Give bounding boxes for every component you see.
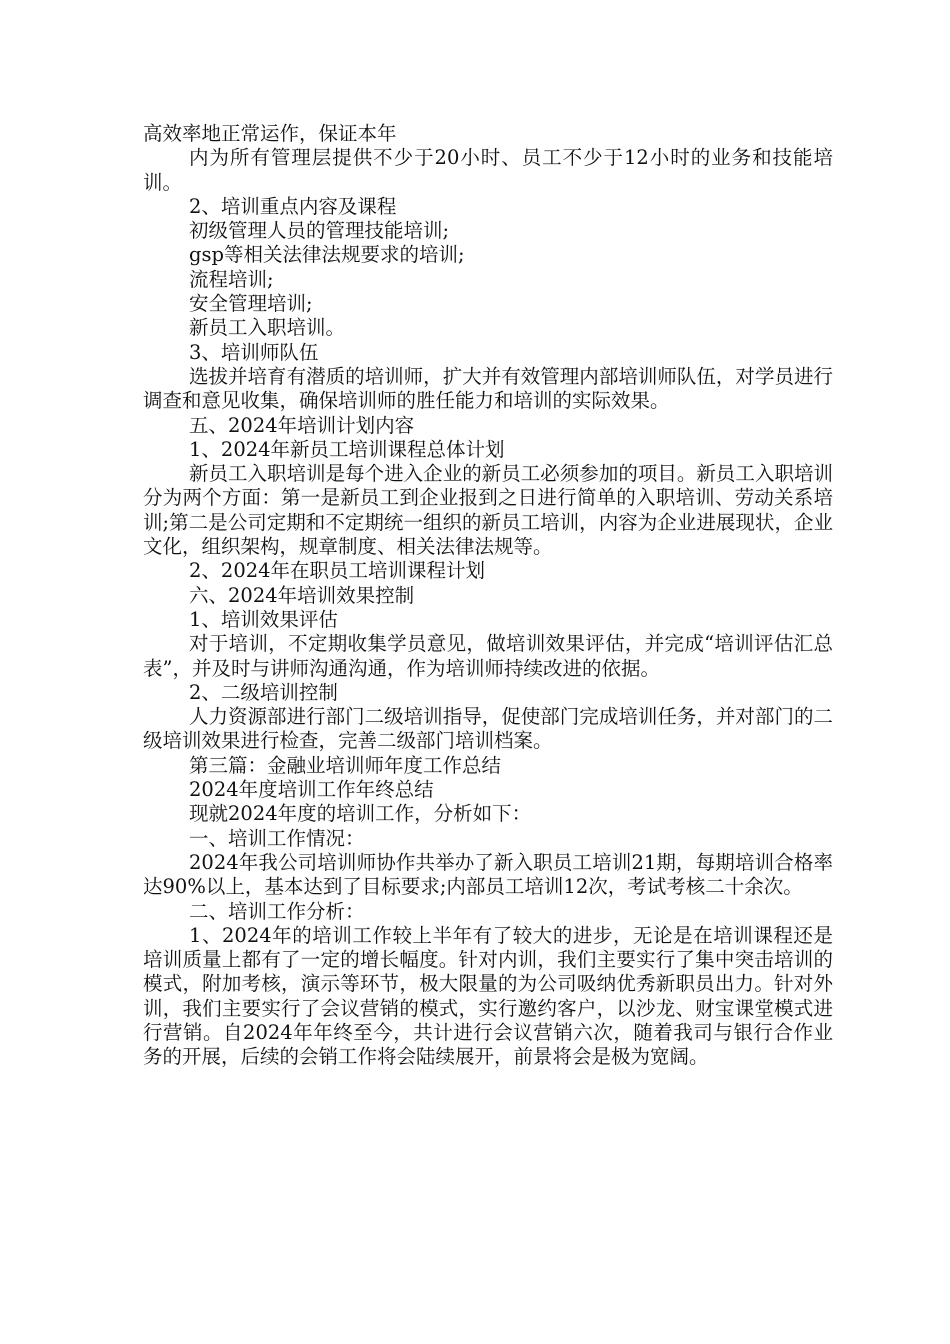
heading-year-end-summary: 2024年度培训工作年终总结	[189, 778, 434, 802]
heading-training-content: 2、培训重点内容及课程	[189, 194, 397, 218]
paragraph-new-employee-plan: 新员工入职培训是每个进入企业的新员工必须参加的项目。新员工入职培训分为两个方面：第一是新员工到企业报到之日进行简单的入职培训、劳动关系培训;第二是公司定期和不定期统一组织的新员工培训，内容为企业进展现状，企业文化，组织架构，规章制度、相关法律法规等。	[143, 462, 833, 559]
heading-new-employee-plan: 1、2024年新员工培训课程总体计划	[189, 437, 505, 461]
list-item-new-employee-training: 新员工入职培训。	[189, 316, 346, 340]
list-item-management-skills: 初级管理人员的管理技能培训;	[189, 219, 450, 243]
heading-effect-evaluation: 1、培训效果评估	[189, 607, 338, 631]
list-item-safety-training: 安全管理培训;	[189, 292, 313, 316]
paragraph-secondary-control: 人力资源部进行部门二级培训指导，促使部门完成培训任务，并对部门的二级培训效果进行检查，完善二级部门培训档案。	[143, 705, 833, 753]
heading-in-service-plan: 2、2024年在职员工培训课程计划	[189, 559, 486, 583]
paragraph-training-analysis: 1、2024年的培训工作较上半年有了较大的进步，无论是在培训课程还是培训质量上都有了一定的增长幅度。针对内训，我们主要实行了集中突击培训的模式，附加考核，演示等环节，极大限量的为公司吸纳优秀新职员出力。针对外训，我们主要实行了会议营销的模式，实行邀约客户，以沙龙、财宝课堂模式进行营销。自2024年年终至今，共计进行会议营销六次，随着我司与银行合作业务的开展，后续的会销工作将会陆续展开，前景将会是极为宽阔。	[143, 923, 833, 1069]
heading-secondary-control: 2、二级培训控制	[189, 680, 338, 704]
paragraph-trainer-team: 选拔并培育有潜质的培训师，扩大并有效管理内部培训师队伍，对学员进行调查和意见收集，确保培训师的胜任能力和培训的实际效果。	[143, 364, 833, 413]
text-analysis-intro: 现就2024年度的培训工作，分析如下：	[189, 802, 532, 826]
paragraph-effect-evaluation: 对于培训，不定期收集学员意见，做培训效果评估，并完成“培训评估汇总表”，并及时与讲师沟通沟通，作为培训师持续改进的依据。	[143, 632, 833, 680]
list-item-gsp-training: gsp等相关法律法规要求的培训;	[189, 243, 465, 267]
heading-trainer-team: 3、培训师队伍	[189, 340, 319, 364]
paragraph-training-status: 2024年我公司培训师协作共举办了新入职员工培训21期，每期培训合格率达90%以上，基本达到了目标要求;内部员工培训12次，考试考核二十余次。	[143, 850, 833, 899]
document-body	[143, 122, 833, 1070]
heading-training-status: 一、培训工作情况：	[189, 826, 365, 850]
heading-training-analysis: 二、培训工作分析：	[189, 899, 365, 923]
heading-section-five: 五、2024年培训计划内容	[189, 413, 415, 437]
heading-part-three: 第三篇：金融业培训师年度工作总结	[189, 753, 502, 777]
text-line-continuation: 高效率地正常运作，保证本年	[143, 122, 397, 145]
heading-section-six: 六、2024年培训效果控制	[189, 583, 415, 607]
paragraph-training-hours: 内为所有管理层提供不少于20小时、员工不少于12小时的业务和技能培训。	[143, 146, 833, 194]
list-item-process-training: 流程培训;	[189, 267, 274, 291]
